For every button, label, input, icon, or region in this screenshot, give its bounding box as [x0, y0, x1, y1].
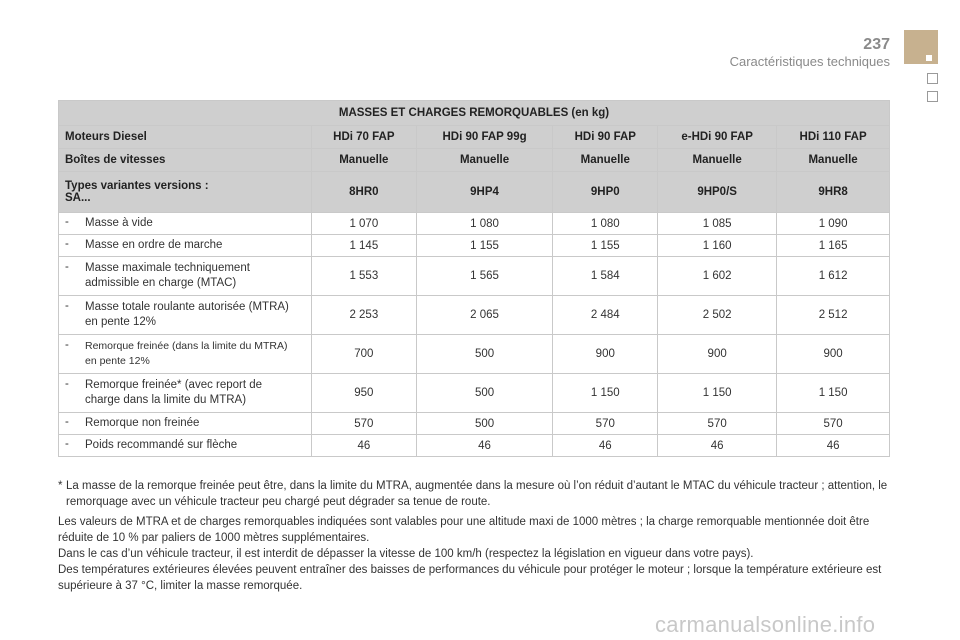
table-cell: 900	[777, 335, 890, 374]
row-label	[59, 435, 312, 457]
table-cell: 1 145	[312, 235, 417, 257]
row-label-line: Remorque freinée* (avec report de	[85, 379, 263, 391]
table-cell: 1 085	[658, 213, 777, 235]
table-cell: 1 584	[553, 257, 658, 296]
gearbox-cell: Manuelle	[416, 149, 553, 172]
table-cell: 1 150	[777, 374, 890, 413]
variants-header-label	[59, 172, 312, 213]
table-cell: 1 165	[777, 235, 890, 257]
row-label-line: Masse à vide	[85, 217, 153, 229]
notes-paragraph	[58, 514, 898, 594]
table-cell: 500	[416, 374, 553, 413]
table-cell: 500	[416, 335, 553, 374]
variant-cell: 9HP4	[416, 172, 553, 213]
chapter-tab-active[interactable]	[904, 30, 938, 64]
table-row	[59, 413, 890, 435]
row-label-line: admissible en charge (MTAC)	[85, 277, 237, 289]
row-label	[59, 235, 312, 257]
engine-column-header: e-HDi 90 FAP	[658, 126, 777, 149]
table-cell: 2 512	[777, 296, 890, 335]
variants-label-line: SA...	[65, 192, 91, 204]
table-cell: 1 080	[416, 213, 553, 235]
table-cell: 1 155	[416, 235, 553, 257]
table-cell: 1 160	[658, 235, 777, 257]
engine-column-header: HDi 110 FAP	[777, 126, 890, 149]
row-label-text	[85, 378, 303, 408]
footnote-text: La masse de la remorque freinée peut être, dans la limite du MTRA, augmentée dans la mesure où l’on réduit d’autant le MTAC du véhicule tracteur ; attention, le remorquage avec un véhicule tracteur peu chargé peut dégrader sa tenue de route.	[66, 480, 888, 508]
table-cell: 1 612	[777, 257, 890, 296]
chapter-tab-checkbox[interactable]	[927, 91, 938, 102]
row-dash: -	[65, 438, 69, 450]
row-dash: -	[65, 300, 69, 312]
table-title: MASSES ET CHARGES REMORQUABLES (en kg)	[59, 101, 890, 126]
gearbox-header-label: Boîtes de vitesses	[59, 149, 312, 172]
table-cell: 1 080	[553, 213, 658, 235]
row-label-line: en pente 12%	[85, 355, 150, 367]
table-cell: 2 065	[416, 296, 553, 335]
row-label	[59, 213, 312, 235]
table-cell: 46	[553, 435, 658, 457]
table-cell: 46	[312, 435, 417, 457]
footnote	[58, 478, 898, 510]
table-cell: 1 150	[658, 374, 777, 413]
table-cell: 2 253	[312, 296, 417, 335]
row-dash: -	[65, 339, 69, 351]
section-title: Caractéristiques techniques	[729, 54, 890, 69]
row-dash: -	[65, 216, 69, 228]
tab-marker-icon	[926, 55, 932, 61]
table-cell: 2 484	[553, 296, 658, 335]
row-label-text	[85, 261, 303, 291]
row-label	[59, 296, 312, 335]
row-label-line: Masse maximale techniquement	[85, 262, 250, 274]
variant-cell: 8HR0	[312, 172, 417, 213]
engine-column-header: HDi 90 FAP 99g	[416, 126, 553, 149]
row-label	[59, 335, 312, 374]
row-label-line: Poids recommandé sur flèche	[85, 439, 238, 451]
table-cell: 1 090	[777, 213, 890, 235]
table-cell: 900	[658, 335, 777, 374]
watermark: carmanualsonline.info	[655, 612, 876, 637]
table-cell: 46	[777, 435, 890, 457]
chapter-tab-checkbox[interactable]	[927, 73, 938, 84]
row-label-line: charge dans la limite du MTRA)	[85, 394, 247, 406]
table-cell: 1 070	[312, 213, 417, 235]
row-label-text	[85, 216, 303, 231]
table-row	[59, 296, 890, 335]
table-cell: 46	[658, 435, 777, 457]
row-label-text	[85, 238, 303, 253]
row-label	[59, 257, 312, 296]
table-cell: 1 553	[312, 257, 417, 296]
note-line: Dans le cas d’un véhicule tracteur, il est interdit de dépasser la vitesse de 100 km/h (respectez la législation en vigueur dans votre pays).	[58, 548, 754, 560]
engines-header-label: Moteurs Diesel	[59, 126, 312, 149]
table-cell: 1 155	[553, 235, 658, 257]
towing-masses-table	[58, 100, 890, 457]
row-dash: -	[65, 378, 69, 390]
table-cell: 570	[777, 413, 890, 435]
table-row	[59, 235, 890, 257]
table-cell: 1 602	[658, 257, 777, 296]
row-label-text	[85, 416, 303, 431]
table-cell: 900	[553, 335, 658, 374]
table-row	[59, 213, 890, 235]
table-cell: 1 565	[416, 257, 553, 296]
row-label-line: Remorque non freinée	[85, 417, 200, 429]
gearbox-cell: Manuelle	[658, 149, 777, 172]
row-label-line: Masse totale roulante autorisée (MTRA)	[85, 301, 289, 313]
row-label	[59, 413, 312, 435]
row-label	[59, 374, 312, 413]
table-cell: 500	[416, 413, 553, 435]
variants-label-line: Types variantes versions :	[65, 180, 209, 192]
variant-cell: 9HR8	[777, 172, 890, 213]
row-label-text	[85, 438, 303, 453]
table-cell: 950	[312, 374, 417, 413]
row-label-text	[85, 339, 303, 369]
gearbox-cell: Manuelle	[312, 149, 417, 172]
table-cell: 46	[416, 435, 553, 457]
table-cell: 2 502	[658, 296, 777, 335]
variant-cell: 9HP0	[553, 172, 658, 213]
table-cell: 570	[553, 413, 658, 435]
row-dash: -	[65, 238, 69, 250]
table-cell: 1 150	[553, 374, 658, 413]
variant-cell: 9HP0/S	[658, 172, 777, 213]
row-label-line: Remorque freinée (dans la limite du MTRA)	[85, 340, 288, 352]
table-cell: 570	[312, 413, 417, 435]
row-label-text	[85, 300, 303, 330]
table-cell: 700	[312, 335, 417, 374]
engine-column-header: HDi 70 FAP	[312, 126, 417, 149]
gearbox-cell: Manuelle	[553, 149, 658, 172]
row-dash: -	[65, 261, 69, 273]
footnote-star: *	[58, 480, 63, 492]
table-row	[59, 257, 890, 296]
gearbox-cell: Manuelle	[777, 149, 890, 172]
table-cell: 570	[658, 413, 777, 435]
table-row	[59, 335, 890, 374]
row-dash: -	[65, 416, 69, 428]
engine-column-header: HDi 90 FAP	[553, 126, 658, 149]
row-label-line: Masse en ordre de marche	[85, 239, 223, 251]
table-row	[59, 374, 890, 413]
table-row	[59, 435, 890, 457]
row-label-line: en pente 12%	[85, 316, 156, 328]
note-line: Des températures extérieures élevées peuvent entraîner des baisses de performances du véhicule pour protéger le moteur ; lorsque la température extérieure est supérieure à 37 °C, limiter la masse remorquée.	[58, 564, 882, 592]
note-line: Les valeurs de MTRA et de charges remorquables indiquées sont valables pour une altitude maxi de 1000 mètres ; la charge remorquable mentionnée doit être réduite de 10 % par paliers de 1000 mètres supplémentaires.	[58, 516, 870, 544]
page-number: 237	[863, 36, 890, 53]
